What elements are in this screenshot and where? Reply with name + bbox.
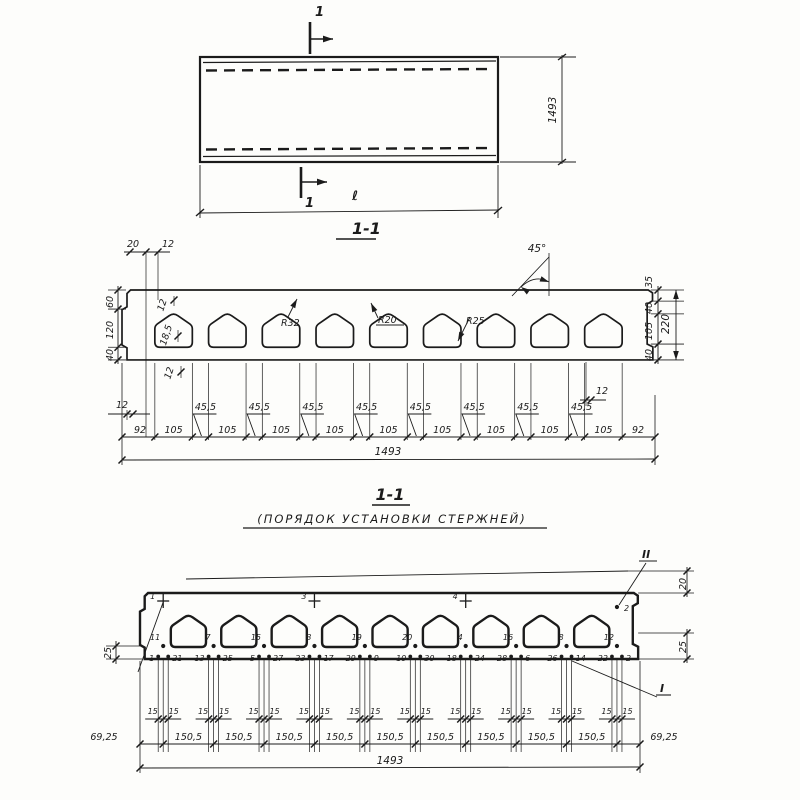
dim-1493-vertical — [500, 54, 576, 165]
rod-number-mid: 19 — [351, 633, 362, 642]
rod-dot-bottom-right — [570, 655, 574, 659]
rod-number-mid: 8 — [558, 633, 564, 642]
rod-dot-bottom-left — [207, 655, 211, 659]
rod-number-bottom-right: 24 — [474, 654, 485, 663]
dim-150-5-label: 150,5 — [477, 732, 505, 743]
rod-number-mid: 4 — [457, 633, 463, 642]
arrowhead — [540, 276, 549, 282]
dim-15-label: 15 — [219, 707, 230, 716]
section-cut-mark-bottom — [301, 167, 327, 211]
dim-15-label: 15 — [198, 707, 209, 716]
dim-15-label: 15 — [349, 707, 360, 716]
section-cut-mark-top — [310, 5, 333, 54]
web-dim-18-5: 18,5 — [158, 323, 176, 347]
dim-line-total — [140, 767, 640, 768]
section-title: 1-1 — [375, 485, 405, 504]
dim-60: 60 — [105, 295, 116, 309]
dim-45-5-label: 45,5 — [570, 402, 593, 413]
rod-number-mid: 11 — [150, 633, 161, 642]
rod-number-bottom-left: 28 — [496, 654, 508, 663]
dim-45-5-label: 45,5 — [248, 402, 270, 413]
rod-dot-bottom-right — [166, 655, 170, 659]
rod-number-bottom-left: 29 — [345, 654, 356, 663]
void-2 — [209, 314, 246, 347]
rod-number-mid: 7 — [205, 633, 211, 642]
rod-dot-bottom-left — [509, 655, 513, 659]
rod-number-bottom-right: 30 — [424, 654, 435, 663]
void-2 — [221, 616, 256, 647]
rod-dot-bottom-right — [469, 655, 473, 659]
dim-150-5-label: 150,5 — [174, 732, 203, 743]
void-8 — [524, 616, 559, 647]
dim-69-25-right: 69,25 — [650, 732, 678, 743]
rod-number-bottom-right: 17 — [323, 654, 334, 663]
rod-dot-top — [615, 605, 619, 609]
dim-69-25-left: 69,25 — [90, 732, 118, 743]
arrowhead — [371, 303, 377, 312]
rod-top-mark: 1 — [150, 592, 156, 601]
dim-40: 40 — [105, 348, 116, 362]
leader-45-5 — [247, 414, 270, 436]
section-number: 1 — [315, 5, 325, 20]
leader-45-5 — [408, 414, 431, 436]
void-4 — [316, 314, 353, 347]
rod-dot-mid — [262, 644, 266, 648]
dim-150-5-label: 150,5 — [275, 732, 303, 743]
arrowhead — [673, 290, 679, 299]
section-subtitle: (ПОРЯДОК УСТАНОВКИ СТЕРЖНЕЙ) — [257, 512, 527, 526]
dim-105-label: 105 — [325, 425, 344, 436]
rod-dot-mid — [413, 644, 417, 648]
rod-dot-mid — [212, 644, 216, 648]
roman-I: I — [660, 682, 665, 695]
rod-dot-bottom-left — [308, 655, 312, 659]
dim-92-left: 92 — [133, 425, 147, 436]
dim-15-label: 15 — [319, 707, 331, 716]
dim-15-label: 15 — [420, 707, 431, 716]
dim-20: 20 — [127, 239, 140, 250]
section-dimensions — [108, 249, 684, 466]
rod-dot-bottom-left — [610, 655, 614, 659]
dim-105r: 105 — [644, 321, 655, 341]
dim-150-5-label: 150,5 — [578, 732, 606, 743]
dim-15-label: 15 — [147, 707, 158, 716]
dim-45-5-label: 45,5 — [517, 402, 539, 413]
rod-dot-bottom-right — [217, 655, 221, 659]
radius-R25: R25 — [466, 316, 485, 327]
upper-reference-line — [186, 571, 628, 579]
dim-15-label: 15 — [601, 707, 612, 716]
dim-15-label: 15 — [269, 707, 280, 716]
rod-top-mark: 2 — [623, 604, 630, 613]
dim-150-5-label: 150,5 — [225, 732, 253, 743]
dim-150-5-label: 150,5 — [527, 732, 555, 743]
void-1 — [171, 616, 206, 647]
dim-105-label: 105 — [379, 425, 398, 436]
dim-150-5-label: 150,5 — [426, 732, 455, 743]
dim-105-label: 105 — [433, 425, 452, 436]
void-5 — [372, 616, 407, 647]
arrowhead — [290, 299, 297, 308]
rod-number-mid: 15 — [250, 633, 262, 642]
dim-15-label: 15 — [500, 707, 511, 716]
dim-15-label: 15 — [471, 707, 482, 716]
radius-R20: R20 — [378, 315, 397, 326]
dim-15-label: 15 — [168, 707, 179, 716]
dim-45-5-label: 45,5 — [194, 402, 217, 413]
leader-45-5 — [301, 414, 324, 436]
dim-20-right: 20 — [678, 577, 689, 591]
radius-R32: R32 — [281, 318, 300, 329]
dim-105-label: 105 — [594, 425, 613, 436]
section-1-1 — [105, 219, 684, 465]
section-profile — [140, 593, 638, 659]
rod-dot-mid — [564, 644, 568, 648]
rod-number-bottom-left: 22 — [597, 654, 608, 663]
rod-dot-bottom-left — [257, 655, 261, 659]
void-6 — [423, 314, 460, 347]
rod-number-mid: 12 — [603, 633, 614, 642]
panel-bottom-inner-line — [203, 156, 496, 157]
rod-number-bottom-left: 5 — [249, 654, 256, 663]
section-number: 1 — [305, 196, 315, 211]
void-9 — [585, 314, 622, 347]
section-title: 1-1 — [352, 219, 381, 238]
dim-45-5-label: 45,5 — [302, 402, 324, 413]
panel-outline — [200, 57, 498, 162]
dim-35: 35 — [644, 275, 655, 289]
hidden-line-top — [206, 69, 492, 71]
void-7 — [473, 616, 508, 647]
leader-45-5 — [462, 414, 485, 436]
rod-number-bottom-left: 26 — [547, 654, 558, 663]
rod-dot-bottom-left — [156, 655, 160, 659]
dim-label-length: ℓ — [352, 189, 359, 204]
rod-dot-bottom-right — [267, 655, 271, 659]
arrowhead — [323, 36, 333, 43]
leader-roman-I — [572, 661, 657, 697]
rod-number-bottom-right: 14 — [575, 654, 586, 663]
rod-number-mid: 16 — [502, 633, 514, 642]
concrete-outline — [140, 593, 638, 659]
dim-105-label: 105 — [271, 425, 291, 436]
leader-45-5 — [193, 414, 216, 436]
void-3 — [272, 616, 307, 647]
dim-15-label: 15 — [521, 707, 532, 716]
rod-dot-bottom-right — [368, 655, 372, 659]
dim-40r2: 40 — [644, 348, 655, 362]
rod-dot-mid — [464, 644, 468, 648]
rod-dot-mid — [514, 644, 518, 648]
rod-number-mid: 20 — [402, 633, 413, 642]
dim-15-label: 15 — [248, 707, 259, 716]
rod-top-mark: 3 — [301, 592, 307, 601]
web-dim-12-top: 12 — [155, 297, 170, 313]
leader-45-5 — [570, 414, 593, 436]
void-4 — [322, 616, 357, 647]
rod-number-mid: 3 — [306, 633, 312, 642]
rod-layout-section — [90, 485, 694, 773]
rod-number-bottom-right: 21 — [172, 654, 183, 663]
rod-number-bottom-right: 25 — [222, 654, 233, 663]
dim-150-5-label: 150,5 — [376, 732, 404, 743]
dim-12-top: 12 — [162, 239, 175, 250]
rod-dot-mid — [312, 644, 316, 648]
rod-top-mark: 4 — [452, 592, 458, 601]
dim-45-5-label: 45,5 — [463, 402, 485, 413]
dim-15-label: 15 — [450, 707, 461, 716]
rod-dot-bottom-right — [620, 655, 624, 659]
rod-dot-bottom-left — [408, 655, 412, 659]
dim-120: 120 — [105, 320, 116, 340]
rod-number-bottom-right: 27 — [273, 654, 284, 663]
rod-dot-mid — [363, 644, 367, 648]
arrowhead — [317, 179, 327, 186]
section-dimensions — [106, 563, 694, 773]
dim-length — [196, 165, 502, 218]
dim-15-label: 15 — [298, 707, 310, 716]
rod-number-bottom-left: 10 — [396, 654, 407, 663]
dim-105-label: 105 — [486, 425, 506, 436]
dim-15-label: 15 — [571, 707, 583, 716]
rod-number-bottom-left: 1 — [149, 654, 155, 663]
rod-number-bottom-right: 6 — [525, 654, 531, 663]
dim-15-label: 15 — [550, 707, 562, 716]
dim-92-right: 92 — [631, 425, 645, 436]
hidden-line-bottom — [206, 148, 492, 150]
arrowhead — [673, 351, 679, 360]
rod-dot-bottom-left — [459, 655, 463, 659]
void-9 — [574, 616, 609, 647]
rod-dot-mid — [161, 644, 165, 648]
dim-105-label: 105 — [540, 425, 559, 436]
dim-15-label: 15 — [399, 707, 410, 716]
dim-45-5-label: 45,5 — [409, 402, 431, 413]
dim-150-5-label: 150,5 — [326, 732, 354, 743]
dim-220: 220 — [660, 313, 672, 335]
web-dim-12-bottom: 12 — [162, 365, 177, 381]
rod-number-bottom-right: 9 — [373, 654, 379, 663]
dim-15-label: 15 — [370, 707, 381, 716]
rod-number-bottom-left: 13 — [194, 654, 205, 663]
top-view — [196, 5, 576, 218]
rod-dot-bottom-right — [519, 655, 523, 659]
dim-105-label: 105 — [164, 425, 183, 436]
rod-number-bottom-left: 23 — [295, 654, 306, 663]
edge-lip-right: 12 — [596, 386, 609, 397]
rod-dot-bottom-left — [358, 655, 362, 659]
dim-105-label: 105 — [218, 425, 237, 436]
rod-dot-mid — [615, 644, 619, 648]
roman-II: II — [642, 548, 651, 561]
dim-total-1493: 1493 — [374, 446, 402, 458]
dim-15-label: 15 — [622, 707, 633, 716]
dim-line-total — [122, 459, 655, 460]
leader-to-rod-2 — [619, 563, 646, 605]
leader-45-5 — [516, 414, 539, 436]
dim-25-right: 25 — [678, 640, 689, 654]
edge-lip-left: 12 — [116, 400, 129, 411]
rod-dot-bottom-right — [418, 655, 422, 659]
rod-number-bottom-right: 2 — [625, 654, 632, 663]
dim-label: 1493 — [547, 96, 559, 124]
void-6 — [423, 616, 458, 647]
void-8 — [531, 314, 568, 347]
dim-40r: 40 — [644, 301, 655, 315]
rod-dot-bottom-right — [318, 655, 322, 659]
dim-total-1493: 1493 — [376, 755, 404, 767]
leader-45-5 — [355, 414, 378, 436]
dim-25-left: 25 — [103, 646, 114, 660]
rod-dot-bottom-left — [560, 655, 564, 659]
angle-45: 45° — [527, 243, 547, 255]
dim-45-5-label: 45,5 — [356, 402, 378, 413]
rod-number-bottom-left: 18 — [446, 654, 457, 663]
panel-top-inner-line — [203, 61, 496, 63]
